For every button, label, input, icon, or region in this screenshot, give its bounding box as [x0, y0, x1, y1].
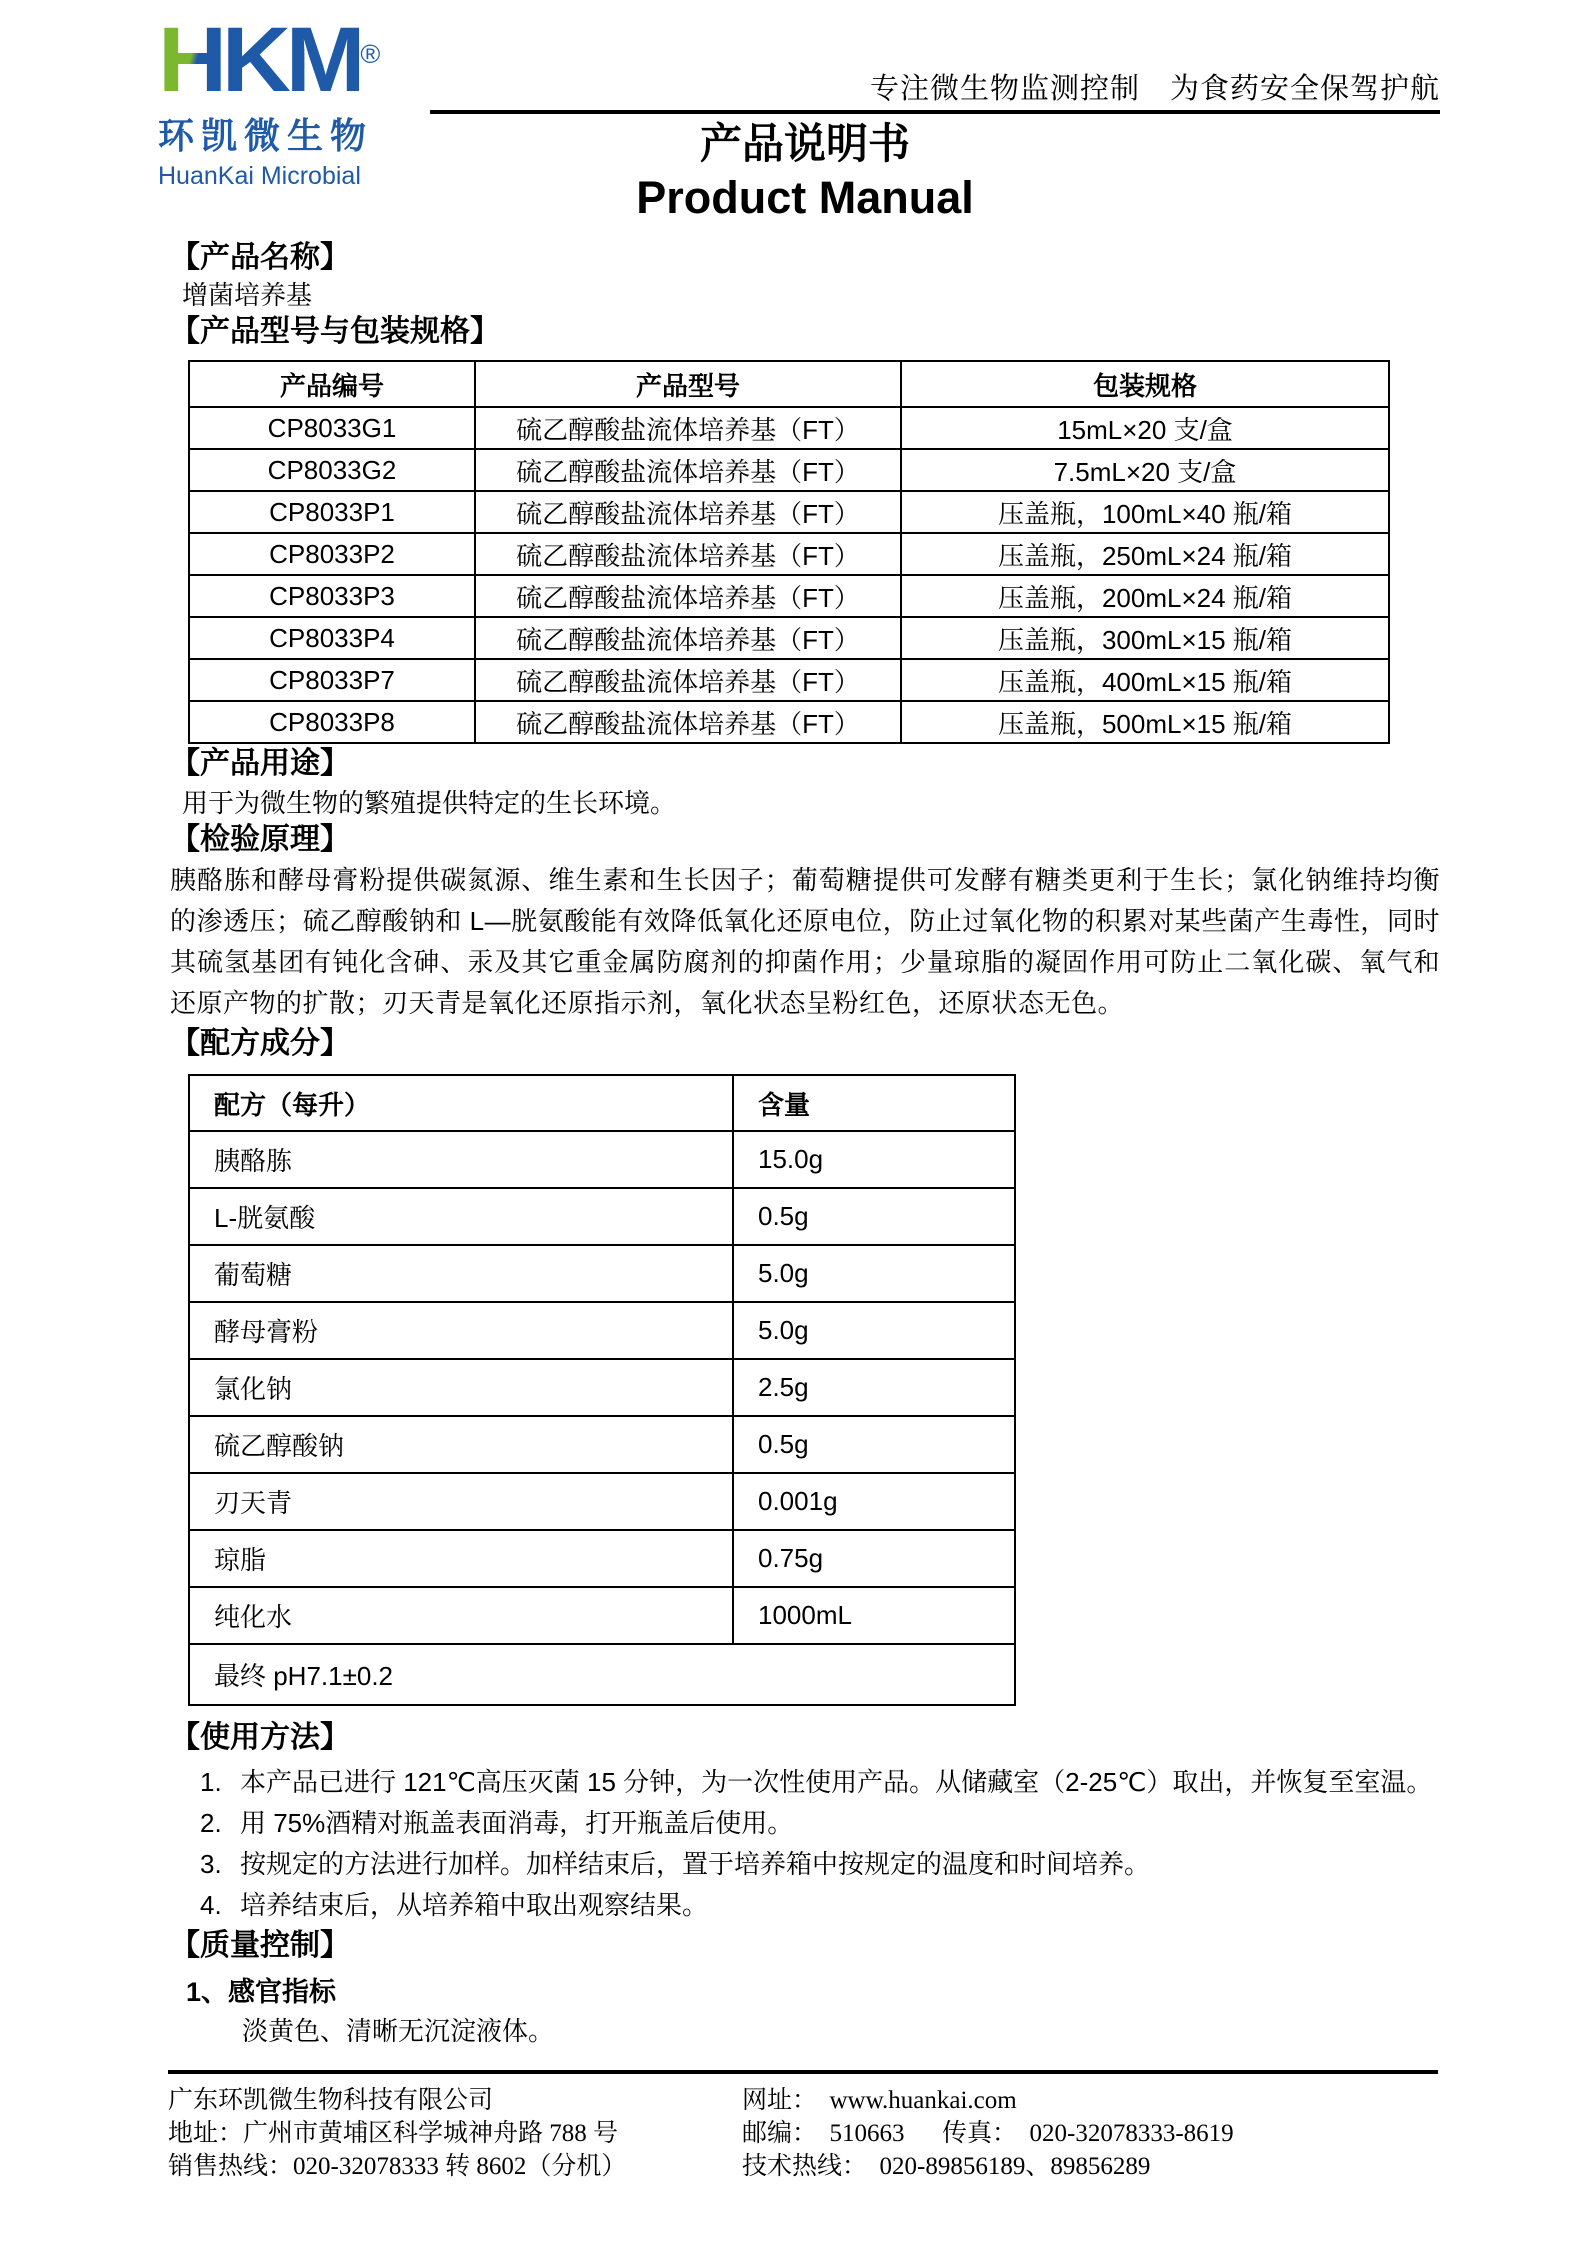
product-name-value: 增菌培养基: [182, 280, 313, 310]
table-row: [189, 491, 1389, 533]
logo-letter-h: H: [158, 9, 222, 111]
table-cell: 15.0g: [733, 1131, 1015, 1188]
table-row: [189, 575, 1389, 617]
footer-left-column: [168, 2084, 742, 2183]
step-number: 2.: [200, 1808, 222, 1838]
document-title-block: [170, 116, 1440, 224]
footer-website: 网址： www.huankai.com: [742, 2087, 1017, 2114]
table-cell: 压盖瓶，250mL×24 瓶/箱: [901, 533, 1389, 575]
table-cell: CP8033P8: [189, 701, 475, 743]
table-row: [189, 1416, 1015, 1473]
table-cell: 氯化钠: [189, 1359, 733, 1416]
table-cell: 压盖瓶，200mL×24 瓶/箱: [901, 575, 1389, 617]
method-step: [170, 1844, 1440, 1885]
formula-table: [188, 1074, 1016, 1706]
table-cell: 葡萄糖: [189, 1245, 733, 1302]
column-header: 产品编号: [189, 361, 475, 407]
step-number: 4.: [200, 1890, 222, 1920]
table-cell: CP8033G1: [189, 407, 475, 449]
table-cell: 硫乙醇酸盐流体培养基（FT）: [475, 449, 901, 491]
section-heading-usage: 【产品用途】: [170, 747, 350, 780]
logo-letters-km: KM: [221, 9, 361, 111]
table-cell: 7.5mL×20 支/盒: [901, 449, 1389, 491]
models-table: [188, 360, 1390, 744]
column-header: 产品型号: [475, 361, 901, 407]
table-cell: 压盖瓶，500mL×15 瓶/箱: [901, 701, 1389, 743]
method-step: [170, 1885, 1440, 1926]
table-row: [189, 407, 1389, 449]
section-heading-models: 【产品型号与包装规格】: [170, 315, 500, 348]
section-heading-product-name: 【产品名称】: [170, 241, 350, 274]
table-cell: 硫乙醇酸盐流体培养基（FT）: [475, 617, 901, 659]
qc-text: 淡黄色、清晰无沉淀液体。: [242, 2016, 555, 2046]
section-heading-principle: 【检验原理】: [170, 823, 350, 856]
method-step: [170, 1803, 1440, 1844]
table-cell: CP8033P4: [189, 617, 475, 659]
table-cell: 胰酪胨: [189, 1131, 733, 1188]
table-cell: 硫乙醇酸盐流体培养基（FT）: [475, 533, 901, 575]
footer-postal-fax: 邮编： 510663 传真： 020-32078333-8619: [742, 2120, 1234, 2147]
section-heading-formula: 【配方成分】: [170, 1027, 350, 1060]
table-row: [189, 449, 1389, 491]
column-header: 包装规格: [901, 361, 1389, 407]
page-title-en: Product Manual: [636, 172, 974, 223]
footer-sales-hotline: 销售热线：020-32078333 转 8602（分机）: [168, 2153, 627, 2180]
step-text: 用 75%酒精对瓶盖表面消毒，打开瓶盖后使用。: [240, 1808, 794, 1838]
step-number: 3.: [200, 1849, 222, 1879]
logo-english-name: HuanKai Microbial: [158, 162, 361, 190]
table-cell: L-胱氨酸: [189, 1188, 733, 1245]
principle-text: 胰酪胨和酵母膏粉提供碳氮源、维生素和生长因子；葡萄糖提供可发酵有糖类更利于生长；氯化钠维持均衡的渗透压；硫乙醇酸钠和 L—胱氨酸能有效降低氧化还原电位，防止过氧化物的积累对某些菌产生毒性，同时其硫氢基团有钝化含砷、汞及其它重金属防腐剂的抑菌作用；少量琼脂的凝固作用可防止二氧化碳、氧气和还原产物的扩散；刃天青是氧化还原指示剂，氧化状态呈粉红色，还原状态无色。: [170, 865, 1440, 1018]
table-row: [189, 1473, 1015, 1530]
table-cell: 硫乙醇酸盐流体培养基（FT）: [475, 491, 901, 533]
table-cell: CP8033G2: [189, 449, 475, 491]
usage-text: 用于为微生物的繁殖提供特定的生长环境。: [182, 788, 677, 818]
table-cell: CP8033P2: [189, 533, 475, 575]
table-row: [189, 1188, 1015, 1245]
table-row: [189, 701, 1389, 743]
registered-trademark-icon: ®: [360, 39, 381, 69]
formula-table-header-row: [189, 1075, 1015, 1131]
hkm-logo-text: [158, 9, 439, 111]
step-text: 本产品已进行 121℃高压灭菌 15 分钟，为一次性使用产品。从储藏室（2-25℃）取出，并恢复至室温。: [240, 1767, 1433, 1797]
table-cell: 刃天青: [189, 1473, 733, 1530]
table-row: [189, 1245, 1015, 1302]
step-text: 按规定的方法进行加样。加样结束后，置于培养箱中按规定的温度和时间培养。: [240, 1849, 1151, 1879]
step-text: 培养结束后，从培养箱中取出观察结果。: [240, 1890, 709, 1920]
table-cell: 0.001g: [733, 1473, 1015, 1530]
method-step: [170, 1762, 1440, 1803]
table-row: [189, 659, 1389, 701]
table-cell: 0.75g: [733, 1530, 1015, 1587]
table-row: [189, 1359, 1015, 1416]
section-heading-method: 【使用方法】: [170, 1721, 350, 1754]
table-cell: 酵母膏粉: [189, 1302, 733, 1359]
table-cell: 纯化水: [189, 1587, 733, 1644]
table-cell: 0.5g: [733, 1188, 1015, 1245]
page-footer: [168, 2070, 1438, 2183]
footer-tech-hotline: 技术热线： 020-89856189、89856289: [742, 2153, 1151, 2180]
table-cell: CP8033P3: [189, 575, 475, 617]
footer-company: 广东环凯微生物科技有限公司: [168, 2087, 494, 2114]
table-cell: 压盖瓶，300mL×15 瓶/箱: [901, 617, 1389, 659]
models-table-header-row: [189, 361, 1389, 407]
logo-chinese-name: 环凯微生物: [158, 115, 374, 156]
page-title-cn: 产品说明书: [699, 120, 910, 167]
column-header: 含量: [733, 1075, 1015, 1131]
document-body: [170, 238, 1440, 2048]
table-cell: 硫乙醇酸钠: [189, 1416, 733, 1473]
table-cell: 15mL×20 支/盒: [901, 407, 1389, 449]
table-row: [189, 1587, 1015, 1644]
table-cell: 5.0g: [733, 1302, 1015, 1359]
footer-grid: [168, 2084, 1438, 2183]
footer-right-column: [742, 2084, 1438, 2183]
table-cell: 2.5g: [733, 1359, 1015, 1416]
table-cell: 琼脂: [189, 1530, 733, 1587]
table-cell: 硫乙醇酸盐流体培养基（FT）: [475, 701, 901, 743]
company-tagline: 专注微生物监测控制 为食药安全保驾护航: [869, 73, 1440, 105]
table-cell: 压盖瓶，100mL×40 瓶/箱: [901, 491, 1389, 533]
header-divider: [430, 110, 1440, 114]
table-cell: 硫乙醇酸盐流体培养基（FT）: [475, 575, 901, 617]
table-cell: 5.0g: [733, 1245, 1015, 1302]
table-cell: 1000mL: [733, 1587, 1015, 1644]
table-row: [189, 1530, 1015, 1587]
table-cell: CP8033P7: [189, 659, 475, 701]
table-cell: 硫乙醇酸盐流体培养基（FT）: [475, 659, 901, 701]
section-heading-qc: 【质量控制】: [170, 1929, 350, 1962]
table-footer-row: [189, 1644, 1015, 1705]
column-header: 配方（每升）: [189, 1075, 733, 1131]
footer-address: 地址：广州市黄埔区科学城神舟路 788 号: [168, 2120, 619, 2147]
method-steps-list: [170, 1762, 1440, 1926]
final-ph-cell: 最终 pH7.1±0.2: [189, 1644, 1015, 1705]
step-number: 1.: [200, 1767, 222, 1797]
table-cell: 0.5g: [733, 1416, 1015, 1473]
table-row: [189, 617, 1389, 659]
table-cell: 压盖瓶，400mL×15 瓶/箱: [901, 659, 1389, 701]
table-row: [189, 1131, 1015, 1188]
table-row: [189, 1302, 1015, 1359]
table-cell: 硫乙醇酸盐流体培养基（FT）: [475, 407, 901, 449]
table-row: [189, 533, 1389, 575]
table-cell: CP8033P1: [189, 491, 475, 533]
qc-subheading: 1、感官指标: [186, 1977, 337, 2007]
